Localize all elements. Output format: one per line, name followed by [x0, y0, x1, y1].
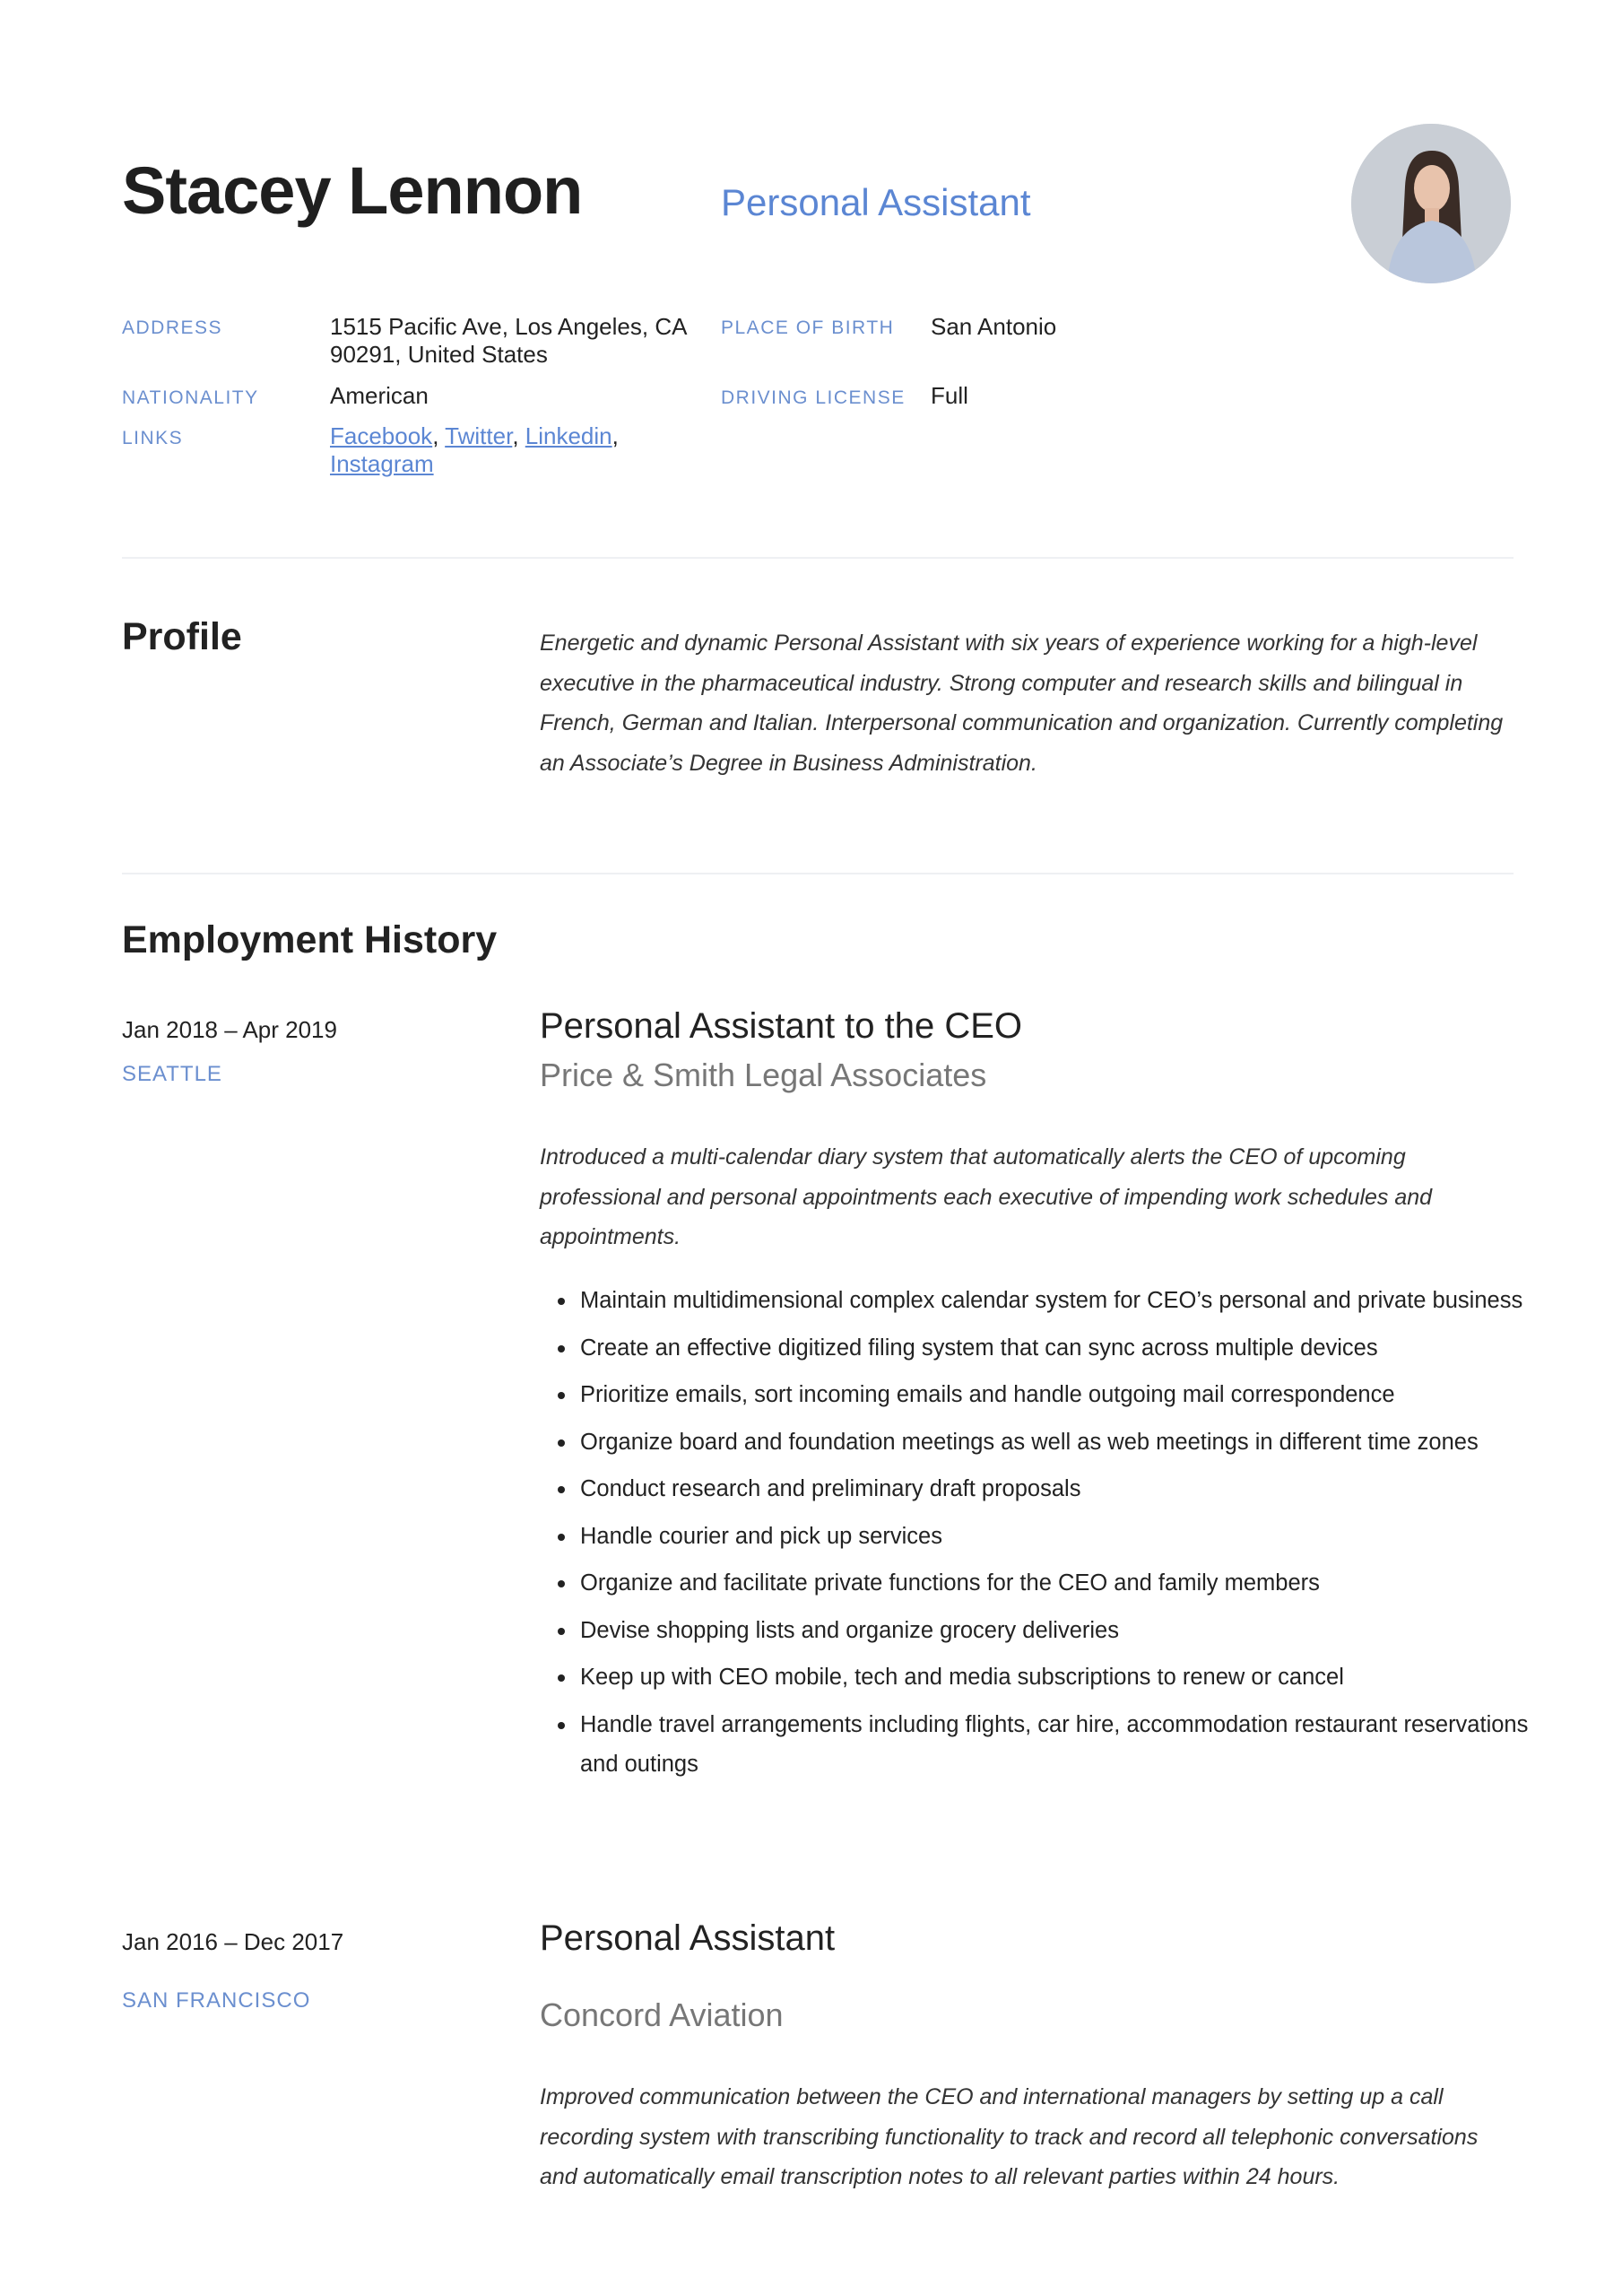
job-company: Price & Smith Legal Associates — [540, 1057, 987, 1093]
job-dates: Jan 2016 – Dec 2017 — [122, 1928, 344, 1955]
job-city: SEATTLE — [122, 1062, 222, 1086]
list-item: Devise shopping lists and organize grocery deliveries — [580, 1611, 1557, 1651]
job-role: Personal Assistant — [540, 1918, 836, 1958]
candidate-title: Personal Assistant — [721, 181, 1031, 223]
linkedin-link[interactable]: Linkedin — [525, 422, 612, 449]
candidate-name: Stacey Lennon — [122, 153, 583, 228]
links-label: LINKS — [122, 428, 184, 448]
nationality-label: NATIONALITY — [122, 387, 259, 408]
job-role: Personal Assistant to the CEO — [540, 1006, 1023, 1046]
list-item: Organize and facilitate private functions for the CEO and family members — [580, 1563, 1557, 1604]
job-company: Concord Aviation — [540, 1996, 784, 2033]
list-item: Create an effective digitized filing system that can sync across multiple devices — [580, 1328, 1557, 1369]
list-item: Prioritize emails, sort incoming emails and handle outgoing mail correspondence — [580, 1375, 1557, 1415]
nationality-value: American — [330, 382, 429, 409]
job-description: Improved communication between the CEO and international managers by setting up a call recording system with transcribing functionality to track and record all telephonic conversations and automatically email transcription notes to all relevant parties within 24 hours. — [540, 2084, 1479, 2189]
section-divider — [122, 873, 1514, 874]
list-item: Handle travel arrangements including flights, car hire, accommodation restaurant reservations and outings — [580, 1705, 1557, 1785]
place-of-birth-value: San Antonio — [931, 313, 1057, 340]
section-divider — [122, 557, 1514, 559]
instagram-link[interactable]: Instagram — [330, 450, 434, 477]
job-description: Introduced a multi-calendar diary system that automatically alerts the CEO of upcoming professional and personal appointments each executive of impending work schedules and appointments. — [540, 1144, 1433, 1249]
profile-photo-icon — [1351, 124, 1511, 283]
employment-heading: Employment History — [122, 918, 498, 961]
list-item: Organize board and foundation meetings as well as web meetings in different time zones — [580, 1422, 1557, 1463]
place-of-birth-label: PLACE OF BIRTH — [721, 317, 895, 338]
address-label: ADDRESS — [122, 317, 223, 338]
list-item: Keep up with CEO mobile, tech and media subscriptions to renew or cancel — [580, 1657, 1557, 1698]
profile-heading: Profile — [122, 615, 242, 658]
profile-text: Energetic and dynamic Personal Assistant with six years of experience working for a high-level executive in the pharmaceutical industry. Strong computer and research skills and bilingual in French, German and Italian. Interpersonal communication and organization. Currently completing an Associate’s Degree in Business Administration. — [540, 631, 1504, 776]
job-dates: Jan 2018 – Apr 2019 — [122, 1016, 337, 1043]
address-value: 1515 Pacific Ave, Los Angeles, CA 90291, United States — [330, 313, 687, 368]
list-item: Maintain multidimensional complex calendar system for CEO’s personal and private business — [580, 1281, 1557, 1321]
links-list: Facebook, Twitter, Linkedin, Instagram — [330, 422, 619, 477]
driving-license-label: DRIVING LICENSE — [721, 387, 906, 408]
job-bullets — [540, 1281, 1557, 1792]
job-city: SAN FRANCISCO — [122, 1988, 311, 2013]
list-item: Conduct research and preliminary draft proposals — [580, 1469, 1557, 1509]
driving-license-value: Full — [931, 382, 968, 409]
list-item: Handle courier and pick up services — [580, 1517, 1557, 1557]
facebook-link[interactable]: Facebook — [330, 422, 433, 449]
twitter-link[interactable]: Twitter — [445, 422, 513, 449]
